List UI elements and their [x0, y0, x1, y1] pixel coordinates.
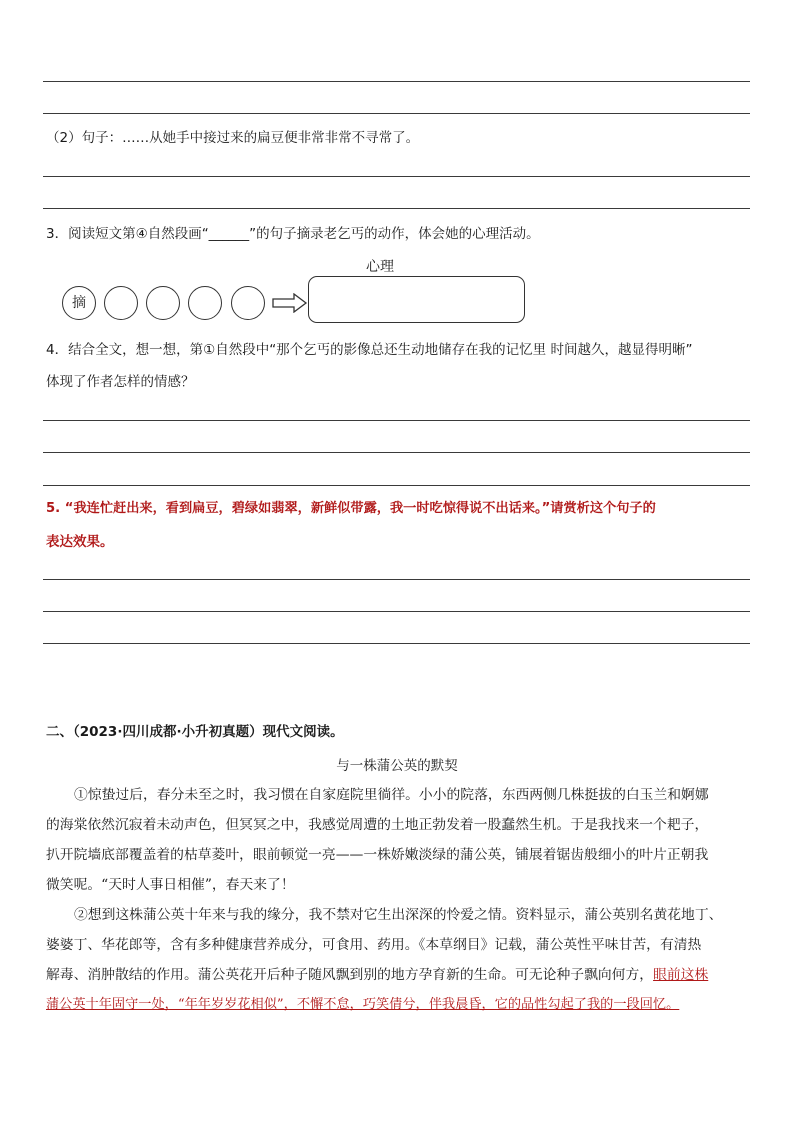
arrow-right-icon: [272, 293, 308, 313]
circle-blank[interactable]: [146, 286, 180, 320]
answer-line[interactable]: [43, 485, 750, 486]
paragraph-1-line: 微笑呢。“天时人事日相催”，春天来了！: [46, 877, 295, 893]
answer-line[interactable]: [43, 208, 750, 209]
highlighted-sentence: 眼前这株: [653, 967, 709, 983]
paragraph-1-line: 扒开院墙底部覆盖着的枯草菱叶，眼前顿觉一亮——一株娇嫩淡绿的蒲公英，铺展着锯齿般细小的叶片正朝我: [46, 847, 709, 863]
question-4-line2: 体现了作者怎样的情感？: [46, 374, 195, 390]
article-body: [46, 780, 758, 1020]
answer-line[interactable]: [43, 81, 750, 82]
answer-line[interactable]: [43, 113, 750, 114]
question-3-text: 3．阅读短文第④自然段画“______”的句子摘录老乞丐的动作，体会她的心理活动。: [46, 226, 540, 242]
section-2-heading: 二、（2023·四川成都·小升初真题）现代文阅读。: [46, 724, 344, 740]
circle-blank[interactable]: [188, 286, 222, 320]
paragraph-2-line: [46, 960, 758, 990]
paragraph-2-line: 婆婆丁、华花郎等，含有多种健康营养成分，可食用、药用。《本草纲目》记载，蒲公英性平味甘苦，有清热: [46, 937, 702, 953]
question-5-line1: 5. “我连忙赶出来，看到扁豆，碧绿如翡翠，新鲜似带露，我一时吃惊得说不出话来。”请赏析这个句子的: [46, 501, 656, 516]
article-title: 与一株蒲公英的默契: [336, 758, 458, 774]
paragraph-1-line: 的海棠依然沉寂着未动声色，但冥冥之中，我感觉周遭的土地正勃发着一股蠢然生机。于是我找来一个耙子，: [46, 817, 709, 833]
mind-answer-box[interactable]: [308, 276, 525, 323]
circle-first: 摘: [62, 286, 96, 320]
circle-blank[interactable]: [104, 286, 138, 320]
paragraph-1-line: ①惊蛰过后，春分未至之时，我习惯在自家庭院里徜徉。小小的院落，东西两侧几株挺拔的白玉兰和婀娜: [74, 787, 709, 803]
paragraph-2-line: ②想到这株蒲公英十年来与我的缘分，我不禁对它生出深深的怜爱之情。资料显示，蒲公英别名黄花地丁、: [74, 907, 723, 923]
question-5-line2: 表达效果。: [46, 534, 114, 550]
answer-line[interactable]: [43, 643, 750, 644]
paragraph-2-text: 解毒、消肿散结的作用。蒲公英花开后种子随风飘到别的地方孕育新的生命。可无论种子飘向何方，: [46, 967, 654, 983]
mind-box-label: 心理: [366, 259, 394, 275]
circle-blank[interactable]: [231, 286, 265, 320]
question-4-line1: 4．结合全文，想一想，第①自然段中“那个乞丐的影像总还生动地储存在我的记忆里 时间越久，越显得明晰”: [46, 342, 693, 358]
highlighted-sentence: 蒲公英十年固守一处，“年年岁岁花相似”，不懈不怠，巧笑倩兮，伴我晨昏，它的品性勾起了我的一段回忆。: [46, 997, 680, 1012]
answer-line[interactable]: [43, 176, 750, 177]
answer-line[interactable]: [43, 452, 750, 453]
answer-line[interactable]: [43, 579, 750, 580]
question-2-sentence: （2）句子：……从她手中接过来的扁豆便非常非常不寻常了。: [46, 130, 420, 146]
answer-line[interactable]: [43, 611, 750, 612]
answer-line[interactable]: [43, 420, 750, 421]
